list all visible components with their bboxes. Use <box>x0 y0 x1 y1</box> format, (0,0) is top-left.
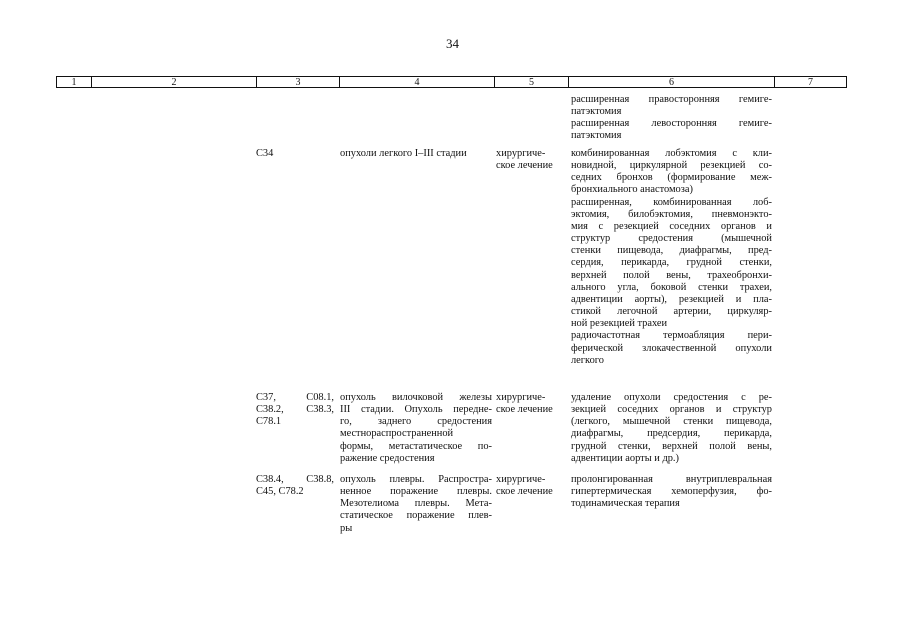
row4-icd-codes <box>256 474 334 498</box>
text-line: ной резекцией трахеи <box>571 318 668 330</box>
text-line: легкого <box>571 354 604 366</box>
text-line: бронхиального анастомоза) <box>571 184 693 196</box>
row2-treatment-methods <box>571 148 772 367</box>
row4-treatment-type <box>496 474 566 498</box>
text-line: радиочастотная термоабляция пери- <box>571 330 772 342</box>
text-line: расширенная правосторонняя гемиге- <box>571 94 772 105</box>
row3-treatment-type <box>496 392 566 416</box>
text-line: расширенная левосторонняя гемиге- <box>571 118 772 130</box>
text-line: эктомия, билобэктомия, пневмонэкто- <box>571 208 772 220</box>
code-line <box>256 474 334 486</box>
code: С38.4, <box>256 474 284 485</box>
text-line: стенки пищевода, диафрагмы, пред- <box>571 245 772 257</box>
text-line: патэктомия <box>571 106 622 118</box>
text-line: комбинированная лобэктомия с кли- <box>571 148 772 159</box>
row2-icd-codes <box>256 148 334 160</box>
header-cell-4: 4 <box>340 77 495 88</box>
text-line: опухоль плевры. Распростра- <box>340 474 492 485</box>
header-cell-7: 7 <box>808 77 813 88</box>
text-line: тодинамическая терапия <box>571 498 680 510</box>
row4-diagnosis <box>340 474 492 535</box>
row4-treatment-methods <box>571 474 772 510</box>
text-line: хирургиче- <box>496 392 546 403</box>
text-line: патэктомия <box>571 130 622 142</box>
text-line: удаление опухоли средостения с ре- <box>571 392 772 403</box>
code: С45, С78.2 <box>256 486 304 498</box>
text-line: (легкого, мышечной стенки пищевода, <box>571 416 772 428</box>
text-line: верхней полой вены, трахеобронхи- <box>571 269 772 281</box>
text-line: III стадии. Опухоль передне- <box>340 404 492 416</box>
text-line: статическое поражение плев- <box>340 510 492 522</box>
text-line: зекцией соседних органов и структур <box>571 404 772 416</box>
text-line: гипертермическая хемоперфузия, фо- <box>571 486 772 498</box>
code: С37, <box>256 392 276 403</box>
text-line: ское лечение <box>496 486 553 498</box>
text-line: ры <box>340 522 353 534</box>
header-cell-6: 6 <box>569 77 775 88</box>
text-line: структур средостения (мышечной <box>571 233 772 245</box>
header-cell-5: 5 <box>495 77 569 88</box>
header-cell-2: 2 <box>92 77 257 88</box>
code: С78.1 <box>256 416 282 428</box>
text-line: пролонгированная внутриплевральная <box>571 474 772 485</box>
text-line: ское лечение <box>496 160 553 172</box>
table-header-row <box>56 76 847 88</box>
text-line: ненное поражение плевры. <box>340 486 492 498</box>
code-line <box>256 392 334 404</box>
page-number: 34 <box>446 36 459 51</box>
text-line: ферической злокачественной опухоли <box>571 342 772 354</box>
text-line: мия с резекцией соседних органов и <box>571 220 772 232</box>
row2-diagnosis <box>340 148 492 160</box>
text-line: С34 <box>256 148 274 159</box>
code: С38.2, <box>256 404 284 416</box>
code-line <box>256 486 334 498</box>
text-line: расширенная, комбинированная лоб- <box>571 196 772 208</box>
text-line: опухоль вилочковой железы <box>340 392 492 403</box>
header-cell-1: 1 <box>57 77 92 88</box>
text-line: хирургиче- <box>496 148 546 159</box>
text-line: ального угла, боковой стенки трахеи, <box>571 281 772 293</box>
row2-treatment-type <box>496 148 566 172</box>
code: С38.8, <box>306 474 334 485</box>
text-line: ражение средостения <box>340 452 435 464</box>
code-line <box>256 404 334 416</box>
row3-diagnosis <box>340 392 492 465</box>
text-line: грудной стенки, верхней полой вены, <box>571 440 772 452</box>
code-line <box>256 416 334 428</box>
text-line: ское лечение <box>496 404 553 416</box>
text-line: Мезотелиома плевры. Мета- <box>340 498 492 510</box>
code: С38.3, <box>306 404 334 416</box>
text-line: опухоли легкого I–III стадии <box>340 148 467 159</box>
text-line: новидной, циркулярной резекцией со- <box>571 160 772 172</box>
code: С08.1, <box>306 392 334 403</box>
text-line: диафрагмы, предсердия, перикарда, <box>571 428 772 440</box>
text-line: седних бронхов (формирование меж- <box>571 172 772 184</box>
row3-icd-codes <box>256 392 334 428</box>
text-line: го, заднего средостения <box>340 416 492 428</box>
text-line: сердия, перикарда, грудной стенки, <box>571 257 772 269</box>
text-line: адвентиции аорты и др.) <box>571 452 679 464</box>
row3-treatment-methods <box>571 392 772 465</box>
row1-treatment-methods <box>571 94 772 143</box>
text-line: хирургиче- <box>496 474 546 485</box>
text-line: формы, метастатическое по- <box>340 440 492 452</box>
text-line: местнораспространенной <box>340 428 454 440</box>
text-line: адвентиции аорты), резекцией и пла- <box>571 293 772 305</box>
text-line: стикой легочной артерии, циркуляр- <box>571 306 772 318</box>
header-cell-3: 3 <box>257 77 340 88</box>
